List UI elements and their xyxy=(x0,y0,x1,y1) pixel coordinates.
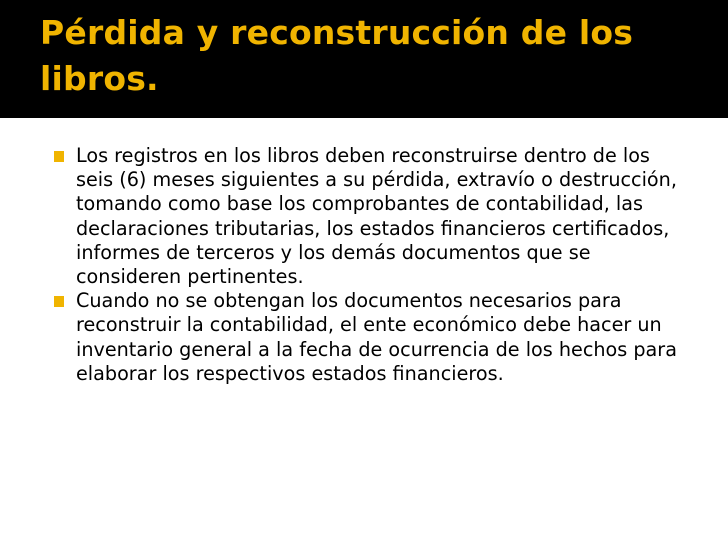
bullet-list xyxy=(52,144,692,386)
square-bullet-icon xyxy=(54,151,64,162)
title-band xyxy=(0,0,728,118)
bullet-text-2: Cuando no se obtengan los documentos necesarios para reconstruir la contabilidad, el ente económico debe hacer un inventario general a la fecha de ocurrencia de los hechos para elaborar los respectivos estados financieros. xyxy=(76,289,677,385)
slide-title: Pérdida y reconstrucción de los libros. xyxy=(40,13,634,98)
bullet-item-2 xyxy=(52,289,692,386)
bullet-item-1 xyxy=(52,144,692,289)
square-bullet-icon xyxy=(54,296,64,307)
bullet-text-1: Los registros en los libros deben reconstruirse dentro de los seis (6) meses siguientes a su pérdida, extravío o destrucción, tomando como base los comprobantes de contabilidad, las declaraciones tributarias, los estados financieros certificados, informes de terceros y los demás documentos que se consideren pertinentes. xyxy=(76,144,677,289)
